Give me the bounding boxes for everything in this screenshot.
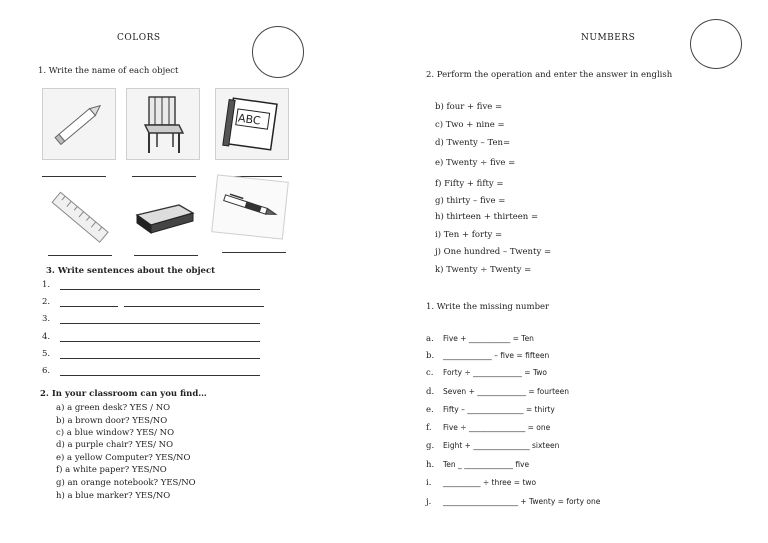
- question-missing-number: 1. Write the missing number: [426, 302, 550, 312]
- missing-label: c.: [426, 368, 434, 378]
- answer-line: [132, 176, 196, 177]
- answer-line: [48, 255, 112, 256]
- missing-label: h.: [426, 460, 435, 470]
- sentence-line: [60, 306, 118, 307]
- list-item: k) Twenty ÷ Twenty =: [435, 265, 532, 275]
- question-classroom: 2. In your classroom can you find…: [40, 389, 207, 399]
- list-item: h) a blue marker? YES/NO: [56, 491, 171, 501]
- list-item: i) Ten + forty =: [435, 230, 503, 240]
- answer-line: [134, 255, 198, 256]
- list-item: a) a green desk? YES / NO: [56, 403, 171, 413]
- sentence-line: [60, 323, 260, 324]
- question-operations: 2. Perform the operation and enter the answer in english: [426, 70, 673, 80]
- sentence-line: [60, 341, 260, 342]
- missing-label: g.: [426, 441, 435, 451]
- missing-label: f.: [426, 423, 432, 433]
- line-number: 3.: [42, 314, 51, 324]
- line-number: 5.: [42, 349, 51, 359]
- list-item: j) One hundred – Twenty =: [435, 247, 552, 257]
- missing-item: Seven + _____________ = fourteen: [443, 387, 570, 396]
- missing-label: i.: [426, 478, 432, 488]
- list-item: b) a brown door? YES/NO: [56, 416, 168, 426]
- sentence-line: [60, 358, 260, 359]
- missing-item: ____________________ + Twenty = forty one: [443, 497, 601, 506]
- list-item: d) Twenty – Ten=: [435, 138, 511, 148]
- sentence-line: [124, 306, 264, 307]
- list-item: h) thirteen + thirteen =: [435, 212, 539, 222]
- question-write-names: 1. Write the name of each object: [38, 66, 179, 76]
- chair-icon: [127, 89, 199, 159]
- list-item: c) Two + nine =: [435, 120, 505, 130]
- eraser-picture: [126, 186, 200, 248]
- list-item: c) a blue window? YES/ NO: [56, 428, 175, 438]
- missing-item: Five + ___________ = Ten: [443, 334, 534, 343]
- missing-item: _____________ – five = fifteen: [443, 351, 550, 360]
- list-item: e) a yellow Computer? YES/NO: [56, 453, 191, 463]
- missing-item: Forty ÷ _____________ = Two: [443, 368, 548, 377]
- missing-item: __________ ÷ three = two: [443, 478, 537, 487]
- missing-label: a.: [426, 334, 434, 344]
- answer-circle: [690, 19, 742, 69]
- answer-circle: [252, 26, 304, 78]
- eraser-icon: [127, 187, 199, 247]
- ruler-picture: [42, 183, 116, 251]
- pen-picture: [211, 174, 289, 239]
- book-label: ABC: [237, 111, 262, 128]
- list-item: b) four + five =: [435, 102, 503, 112]
- missing-label: e.: [426, 405, 434, 415]
- missing-label: d.: [426, 387, 435, 397]
- answer-line: [42, 176, 106, 177]
- pencil-icon: [43, 89, 115, 159]
- missing-item: Eight + _______________ sixteen: [443, 441, 560, 450]
- colors-title: COLORS: [117, 33, 161, 43]
- numbers-title: NUMBERS: [581, 33, 636, 43]
- list-item: f) Fifty + fifty =: [435, 179, 504, 189]
- line-number: 6.: [42, 366, 51, 376]
- pen-icon: [212, 175, 287, 238]
- line-number: 2.: [42, 297, 51, 307]
- question-write-sentences: 3. Write sentences about the object: [46, 266, 216, 276]
- answer-line: [222, 252, 286, 253]
- sentence-line: [60, 375, 260, 376]
- missing-item: Five ÷ _______________ = one: [443, 423, 551, 432]
- pencil-picture: [42, 88, 116, 160]
- missing-item: Fifty – _______________ = thirty: [443, 405, 555, 414]
- missing-item: Ten _ _____________ five: [443, 460, 530, 469]
- list-item: g) thirty – five =: [435, 196, 506, 206]
- missing-label: b.: [426, 351, 435, 361]
- book-picture: [215, 88, 289, 160]
- list-item: e) Twenty ÷ five =: [435, 158, 516, 168]
- list-item: g) an orange notebook? YES/NO: [56, 478, 196, 488]
- sentence-line: [60, 289, 260, 290]
- chair-picture: [126, 88, 200, 160]
- missing-label: j.: [426, 497, 432, 507]
- ruler-icon: [43, 184, 115, 250]
- list-item: d) a purple chair? YES/ NO: [56, 440, 174, 450]
- line-number: 4.: [42, 332, 51, 342]
- list-item: f) a white paper? YES/NO: [56, 465, 167, 475]
- line-number: 1.: [42, 280, 51, 290]
